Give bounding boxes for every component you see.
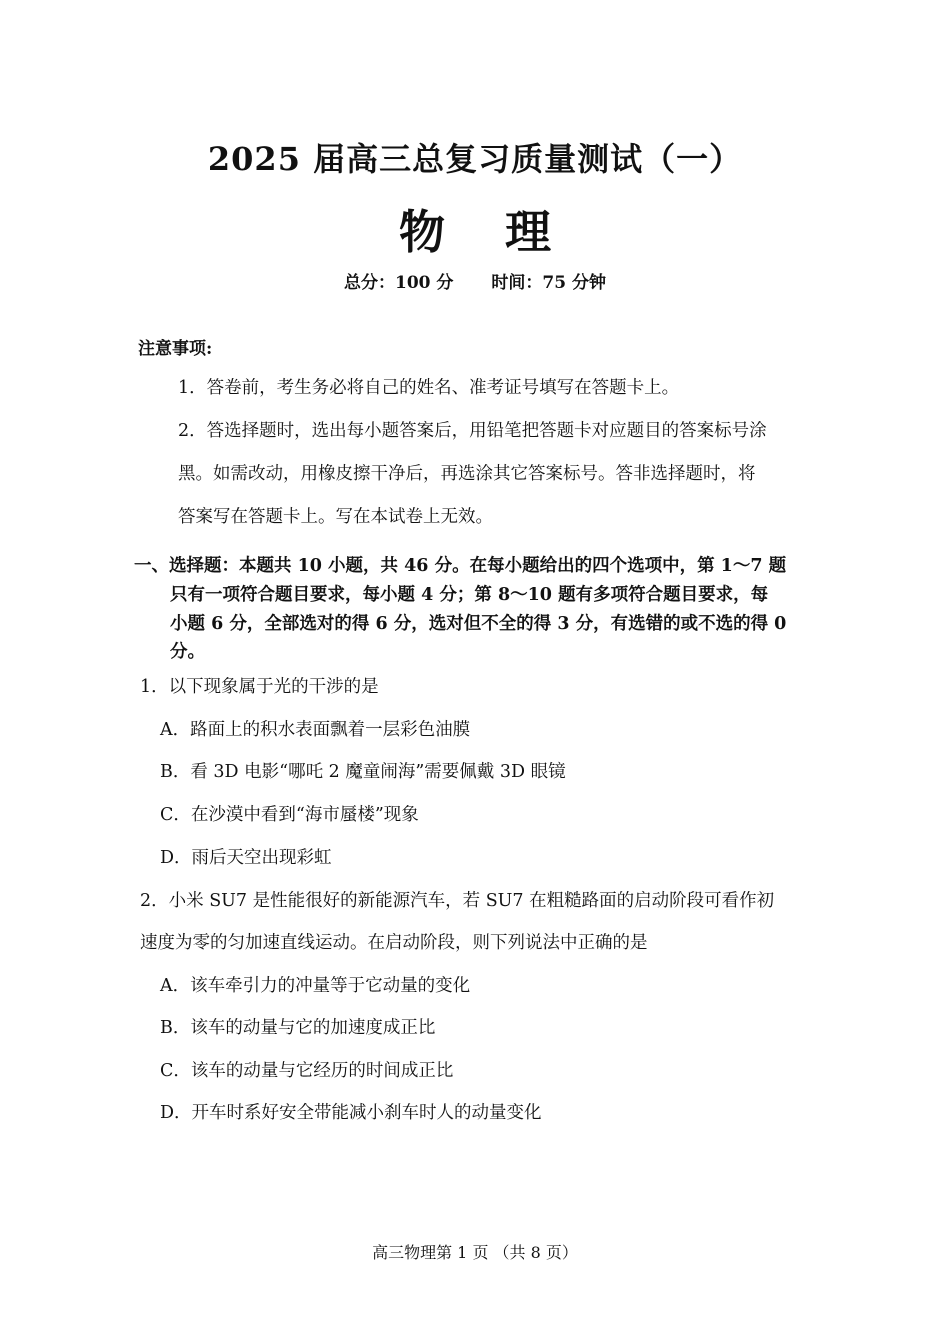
exam-title: 2025 届高三总复习质量测试（一） (207, 140, 743, 178)
notice-heading: 注意事项: (138, 339, 213, 359)
section1-line-4: 分。 (170, 642, 205, 662)
question-2-option-b: B．该车的动量与它的加速度成正比 (160, 1018, 436, 1038)
exam-duration: 时间：75 分钟 (491, 273, 606, 293)
notice-item-2-line-2: 黑。如需改动，用橡皮擦干净后，再选涂其它答案标号。答非选择题时，将 (178, 464, 756, 484)
question-1-option-b: B．看 3D 电影“哪吒 2 魔童闹海”需要佩戴 3D 眼镜 (160, 762, 566, 782)
page-footer: 高三物理第 1 页 （共 8 页） (372, 1243, 578, 1262)
section1-line-1: 一、选择题：本题共 10 小题，共 46 分。在每小题给出的四个选项中，第 1～7 题 (134, 556, 787, 576)
question-2-stem-line-2: 速度为零的匀加速直线运动。在启动阶段，则下列说法中正确的是 (140, 933, 648, 953)
question-1-option-a: A．路面上的积水表面飘着一层彩色油膜 (160, 720, 471, 740)
question-2-option-a: A．该车牵引力的冲量等于它动量的变化 (160, 976, 471, 996)
subject-char-2: 理 (505, 205, 551, 259)
question-1-option-c: C．在沙漠中看到“海市蜃楼”现象 (160, 805, 419, 825)
total-score: 总分：100 分 (344, 273, 454, 293)
question-2-option-d: D．开车时系好安全带能减小刹车时人的动量变化 (160, 1103, 542, 1123)
notice-item-1: 1．答卷前，考生务必将自己的姓名、准考证号填写在答题卡上。 (178, 378, 680, 398)
subject-title (0, 196, 950, 262)
question-2-option-c: C．该车的动量与它经历的时间成正比 (160, 1061, 454, 1081)
question-2-stem-line-1: 2．小米 SU7 是性能很好的新能源汽车，若 SU7 在粗糙路面的启动阶段可看作初 (140, 891, 775, 911)
subject-char-1: 物 (399, 205, 445, 259)
question-1-stem: 1．以下现象属于光的干涉的是 (140, 677, 379, 697)
section1-line-2: 只有一项符合题目要求，每小题 4 分；第 8～10 题有多项符合题目要求，每 (170, 585, 769, 605)
exam-meta (0, 268, 950, 293)
notice-item-2-line-3: 答案写在答题卡上。写在本试卷上无效。 (178, 507, 493, 527)
notice-item-2-line-1: 2．答选择题时，选出每小题答案后，用铅笔把答题卡对应题目的答案标号涂 (178, 421, 767, 441)
question-1-option-d: D．雨后天空出现彩虹 (160, 848, 332, 868)
section1-line-3: 小题 6 分，全部选对的得 6 分，选对但不全的得 3 分，有选错的或不选的得 0 (170, 614, 787, 634)
